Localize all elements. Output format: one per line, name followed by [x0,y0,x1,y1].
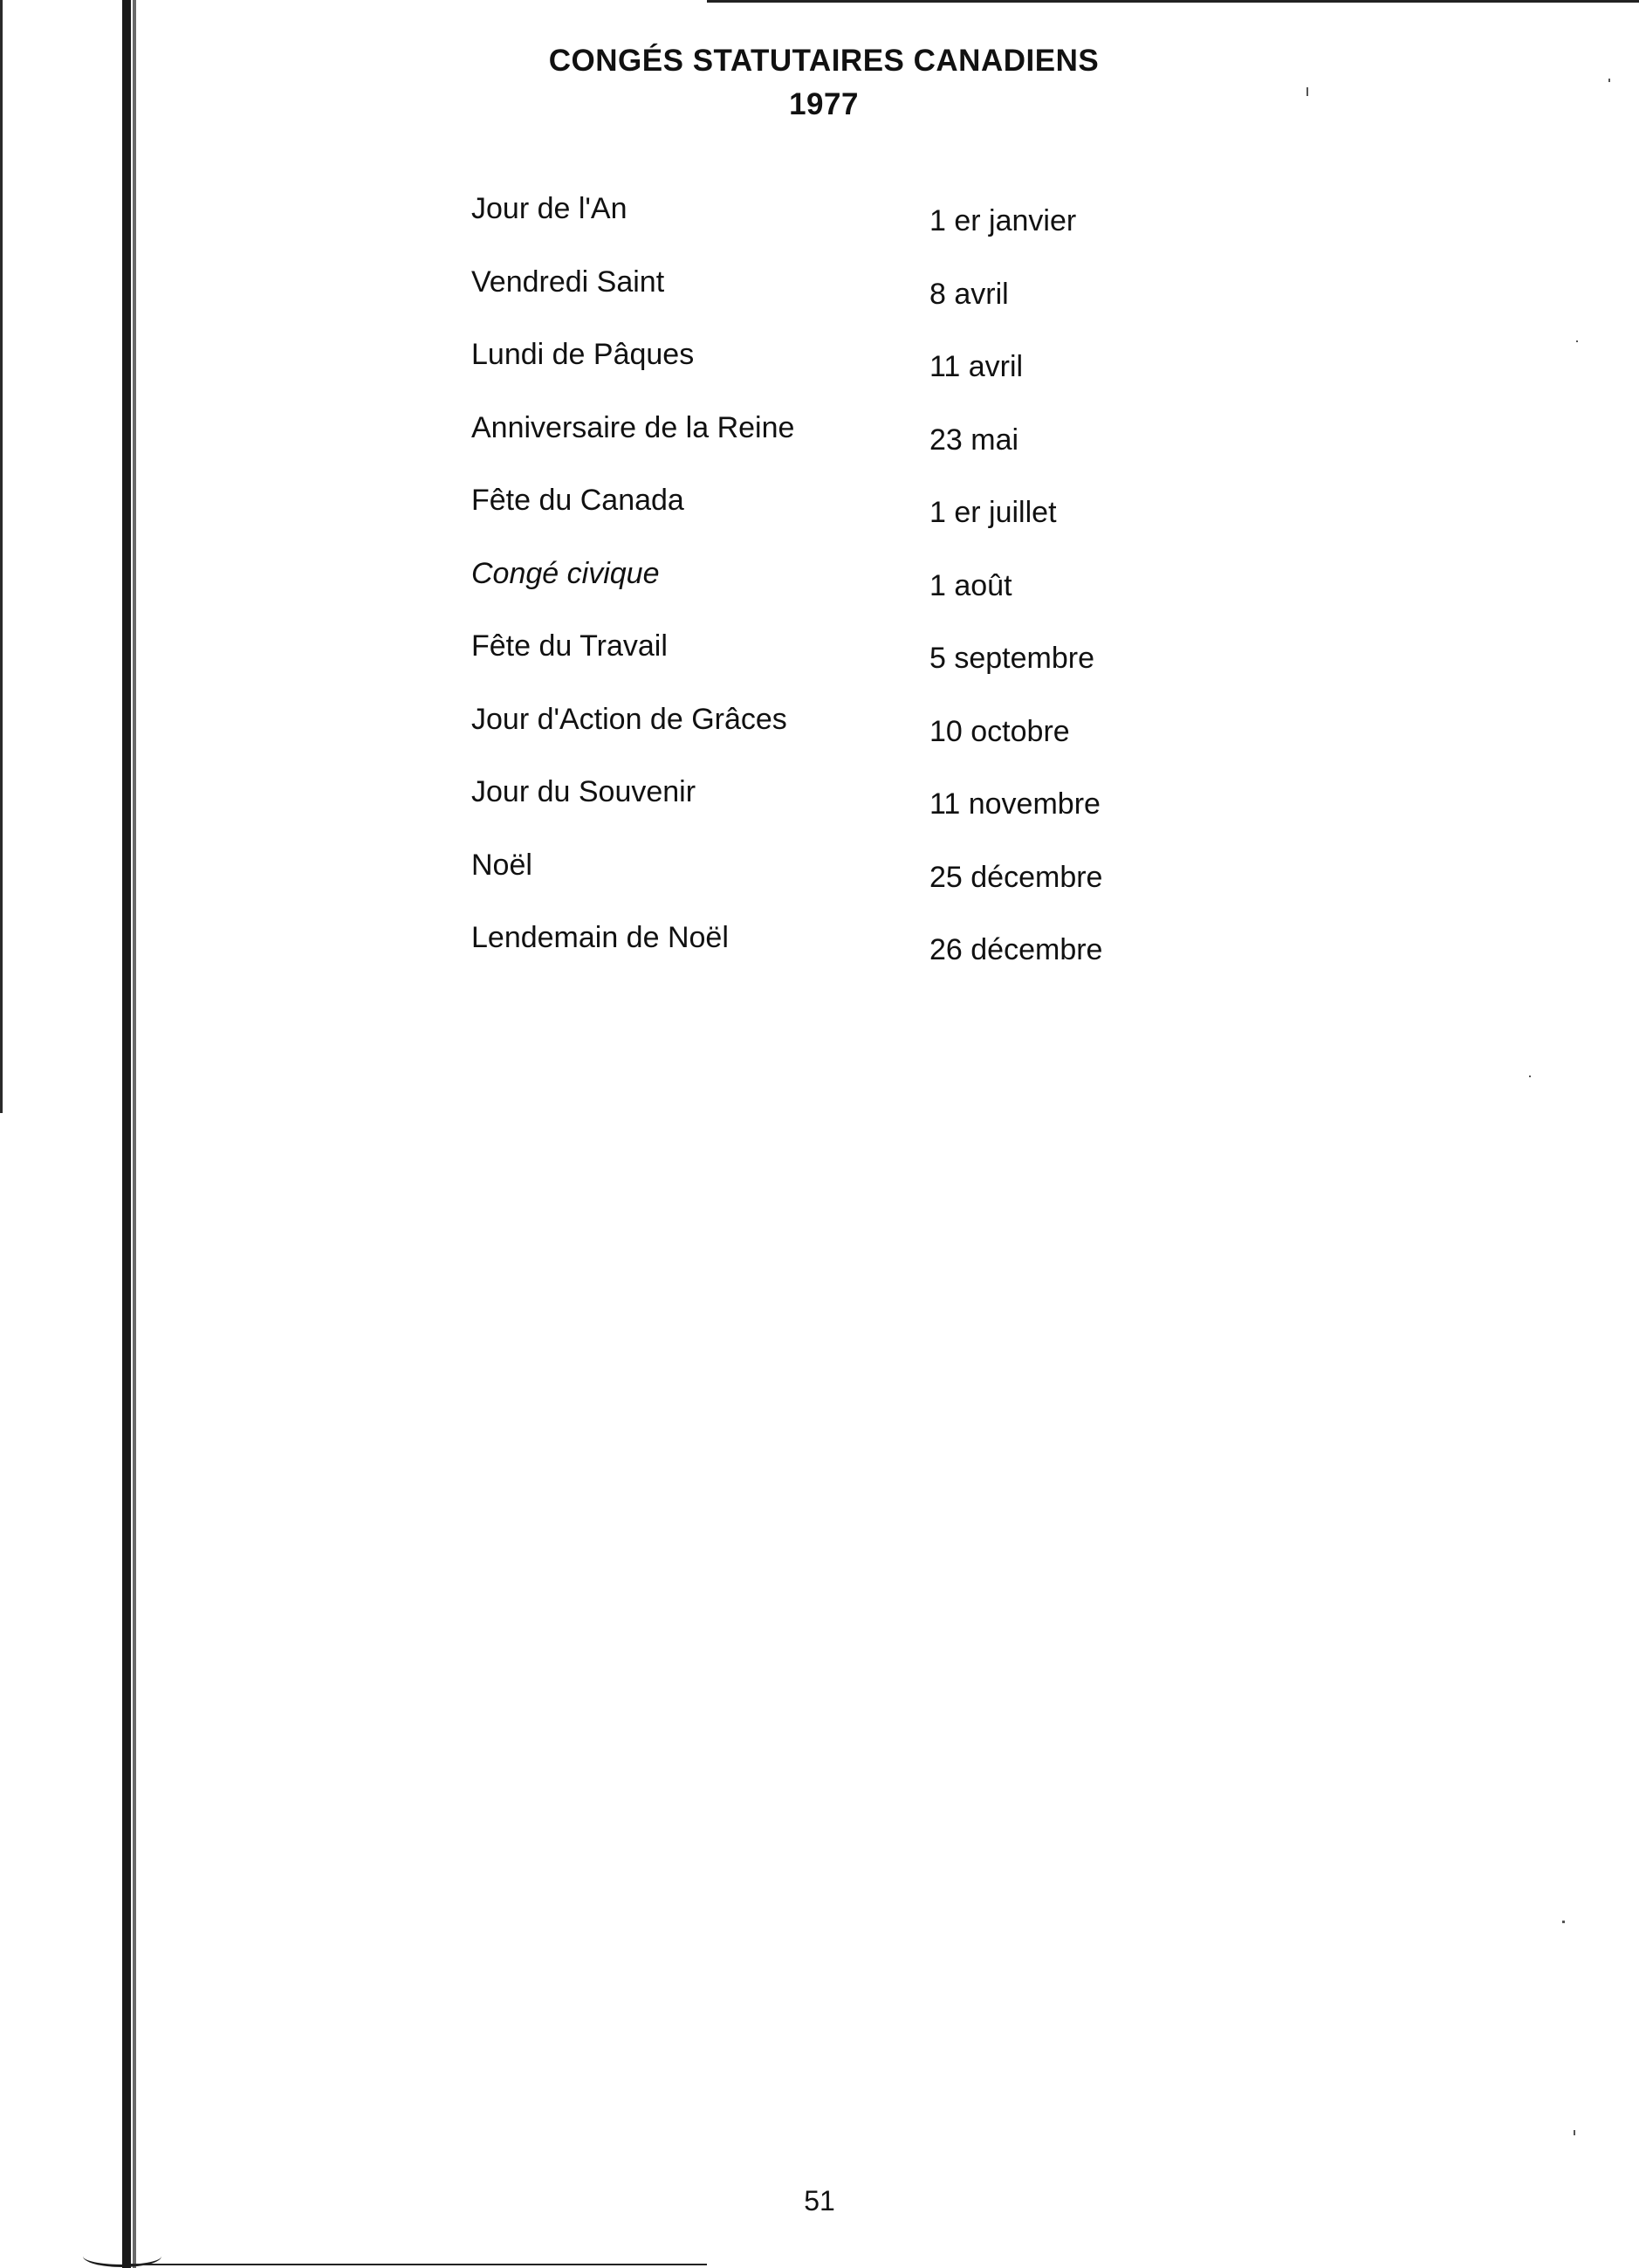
holiday-name: Fête du Canada [471,484,684,517]
holiday-date: 26 décembre [929,933,1103,966]
page-title: CONGÉS STATUTAIRES CANADIENS [548,44,1100,78]
holiday-name: Anniversaire de la Reine [471,410,795,444]
table-row [471,192,1169,265]
holiday-name: Fête du Travail [471,629,668,663]
holiday-date: 10 octobre [929,714,1070,748]
page-year: 1977 [789,87,859,121]
table-row [471,921,1169,994]
holiday-name: Jour d'Action de Grâces [471,702,787,736]
table-row [471,411,1169,485]
holiday-name: Lendemain de Noël [471,921,729,954]
scan-speck [1576,340,1578,342]
table-row [471,265,1169,339]
table-row [471,775,1169,849]
holiday-name: Noël [471,848,532,882]
holiday-date: 23 mai [929,423,1019,457]
holiday-date: 1 er juillet [929,496,1057,529]
holiday-name: Jour du Souvenir [471,775,696,808]
holiday-date: 8 avril [929,277,1009,311]
holiday-date: 1 août [929,568,1012,602]
holiday-name: Jour de l'An [471,192,627,225]
binding-shadow [0,0,3,1113]
page-bottom-edge [131,2264,707,2265]
book-binding-edge [122,0,131,2268]
scan-speck [1529,1076,1531,1077]
holiday-name: Lundi de Pâques [471,338,695,371]
table-row [471,557,1169,630]
page-top-edge [707,0,1639,3]
scan-speck [1608,79,1610,82]
holiday-date: 5 septembre [929,642,1094,675]
holiday-date: 11 avril [929,350,1024,383]
holiday-date: 25 décembre [929,860,1103,894]
page-number: 51 [804,2185,835,2216]
scan-speck [1574,2130,1575,2135]
holiday-date: 1 er janvier [929,204,1077,237]
table-row [471,484,1169,557]
holiday-table [471,192,1169,994]
scan-speck [1306,87,1308,96]
scan-speck [1562,1921,1565,1923]
table-row [471,703,1169,776]
table-row [471,338,1169,411]
table-row [471,849,1169,922]
table-row [471,629,1169,703]
holiday-name: Vendredi Saint [471,265,665,299]
book-binding-inner-edge [133,0,136,2268]
holiday-name: Congé civique [471,556,660,590]
holiday-date: 11 novembre [929,787,1101,821]
